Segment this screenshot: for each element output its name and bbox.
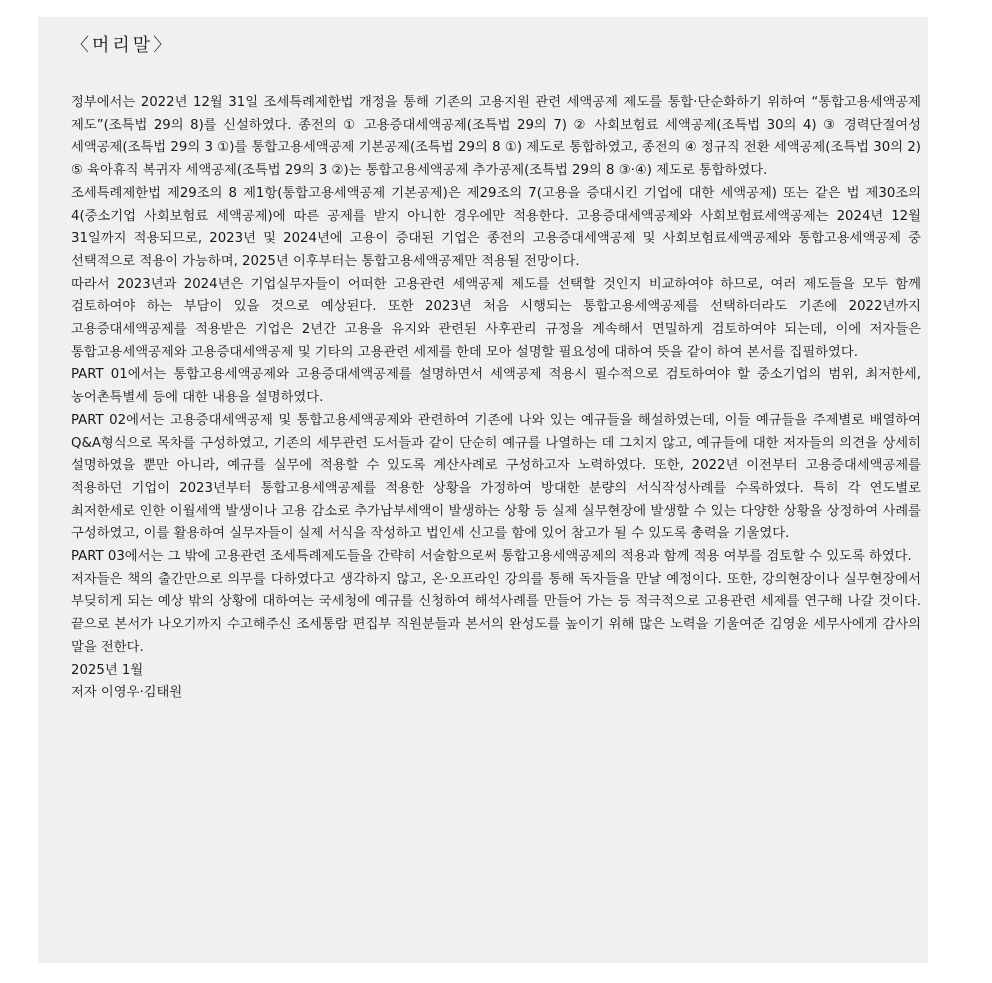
paragraph-closing: 저자들은 책의 출간만으로 의무를 다하였다고 생각하지 않고, 온·오프라인 강의를 통해 독자들을 만날 예정이다. 또한, 강의현장이나 실무현장에서 부딪히게 되는 예상 밖의 상황에 대하여는 국세청에 예규를 신청하여 해석사례를 만들어 가는 등 적극적으로 고용관련 세제를 연구해 나갈 것이다. 끝으로 본서가 나오기까지 수고해주신 조세통람 편집부 직원분들과 본서의 완성도를 높이기 위해 많은 노력을 기울여준 김영윤 세무사에게 감사의 말을 전한다. [71, 571, 921, 655]
preface-date: 2025년 1월 [71, 662, 144, 678]
preface-authors: 저자 이영우·김태원 [71, 685, 183, 701]
paragraph-motivation: 따라서 2023년과 2024년은 기업실무자들이 어떠한 고용관련 세액공제 제도를 선택할 것인지 비교하여야 하므로, 여러 제도들을 모두 함께 검토하여야 하는 부담이 있을 것으로 예상된다. 또한 2023년 처음 시행되는 통합고용세액공제를 선택하더라도 기존에 2022년까지 고용증대세액공제를 적용받은 기업은 2년간 고용을 유지와 관련된 사후관리 규정을 계속해서 면밀하게 검토하여야 되는데, 이에 저자들은 통합고용세액공제와 고용증대세액공제 및 기타의 고용관련 세제를 한데 모아 설명할 필요성에 대하여 뜻을 같이 하여 본서를 집필하였다. [71, 276, 921, 360]
paragraph-legal-basis: 조세특례제한법 제29조의 8 제1항(통합고용세액공제 기본공제)은 제29조의 7(고용을 증대시킨 기업에 대한 세액공제) 또는 같은 법 제30조의 4(중소기업 사회보험료 세액공제)에 따른 공제를 받지 아니한 경우에만 적용한다. 고용증대세액공제와 사회보험료세액공제는 2024년 12월 31일까지 적용되므로, 2023년 및 2024년에 고용이 증대된 기업은 종전의 고용증대세액공제 및 사회보험료세액공제와 통합고용세액공제 중 선택적으로 적용이 가능하며, 2025년 이후부터는 통합고용세액공제만 적용될 전망이다. [71, 185, 921, 269]
paragraph-part-03: PART 03에서는 그 밖에 고용관련 조세특례제도들을 간략히 서술함으로써 통합고용세액공제의 적용과 함께 적용 여부를 검토할 수 있도록 하였다. [71, 549, 912, 565]
preface-body [71, 92, 921, 705]
preface-heading: 〈머리말〉 [71, 35, 175, 56]
paragraph-part-02: PART 02에서는 고용증대세액공제 및 통합고용세액공제와 관련하여 기존에 나와 있는 예규들을 해설하였는데, 이들 예규들을 주제별로 배열하여 Q&A형식으로 목차를 구성하였고, 기존의 세무관련 도서들과 같이 단순히 예규를 나열하는 데 그치지 않고, 예규들에 대한 저자들의 의견을 상세히 설명하였을 뿐만 아니라, 예규를 실무에 적용할 수 있도록 계산사례로 구성하고자 노력하였다. 또한, 2022년 이전부터 고용증대세액공제를 적용하던 기업이 2023년부터 통합고용세액공제를 적용한 상황을 가정하여 방대한 분량의 서식작성사례를 수록하였다. 특히 각 연도별로 최저한세로 인한 이월세액 발생이나 고용 감소로 추가납부세액이 발생하는 상황 등 실제 실무현장에 발생할 수 있는 다양한 상황을 상정하여 사례를 구성하였고, 이를 활용하여 실무자들이 실제 서식을 작성하고 법인세 신고를 함에 있어 참고가 될 수 있도록 총력을 기울였다. [71, 412, 921, 542]
preface-page [38, 17, 928, 963]
paragraph-intro: 정부에서는 2022년 12월 31일 조세특례제한법 개정을 통해 기존의 고용지원 관련 세액공제 제도를 통합·단순화하기 위하여 “통합고용세액공제 제도”(조특법 29의 8)를 신설하였다. 종전의 ① 고용증대세액공제(조특법 29의 7) ② 사회보험료 세액공제(조특법 30의 4) ③ 경력단절여성 세액공제(조특법 29의 3 ①)를 통합고용세액공제 기본공제(조특법 29의 8 ①) 제도로 통합하였고, 종전의 ④ 정규직 전환 세액공제(조특법 30의 2) ⑤ 육아휴직 복귀자 세액공제(조특법 29의 3 ②)는 통합고용세액공제 추가공제(조특법 29의 8 ③·④) 제도로 통합하였다. [71, 95, 921, 179]
paragraph-part-01: PART 01에서는 통합고용세액공제와 고용증대세액공제를 설명하면서 세액공제 적용시 필수적으로 검토하여야 할 중소기업의 범위, 최저한세, 농어촌특별세 등에 대한 내용을 설명하였다. [71, 367, 921, 406]
